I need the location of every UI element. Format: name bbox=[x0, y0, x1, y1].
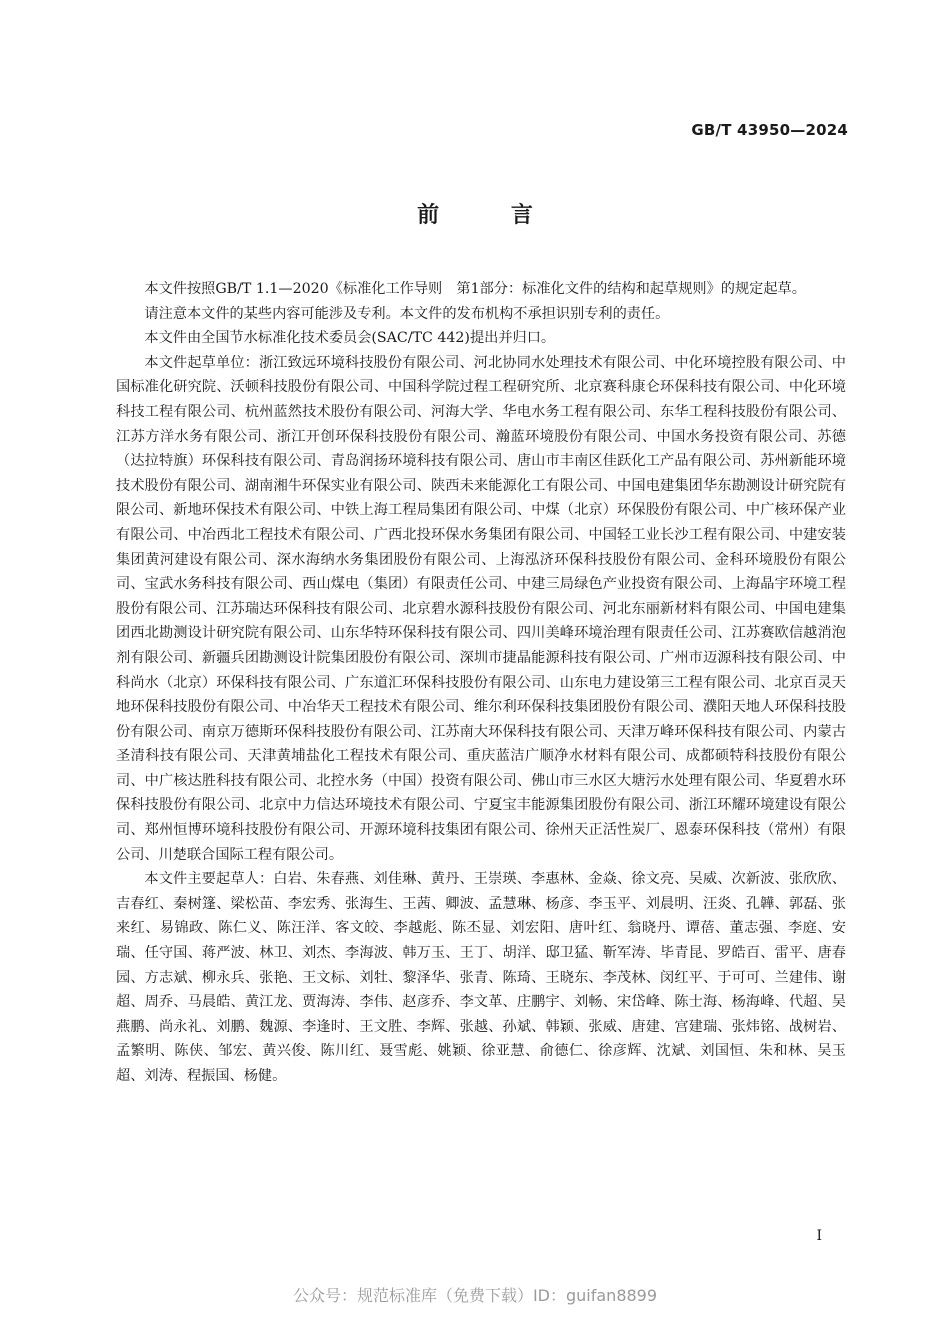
footer-watermark: 公众号：规范标准库（免费下载）ID：guifan8899 bbox=[292, 1286, 658, 1305]
section-title: 前 言 bbox=[417, 203, 565, 228]
standard-code: GB/T 43950—2024 bbox=[691, 121, 848, 139]
paragraph-drafting-units: 本文件起草单位：浙江致远环境科技股份有限公司、河北协同水处理技术有限公司、中化环境控股有限公司、中国标准化研究院、沃顿科技股份有限公司、中国科学院过程工程研究所、北京赛科康仑环保科技有限公司、中化环境科技工程有限公司、杭州蓝然技术股份有限公司、河海大学、华电水务工程有限公司、东华工程科技股份有限公司、江苏方洋水务有限公司、浙江开创环保科技股份有限公司、瀚蓝环境股份有限公司、中国水务投资有限公司、苏德（达拉特旗）环保科技有限公司、青岛润扬环境科技有限公司、唐山市丰南区佳跃化工产品有限公司、苏州新能环境技术股份有限公司、湖南湘牛环保实业有限公司、陕西未来能源化工有限公司、中国电建集团华东勘测设计研究院有限公司、新地环保技术有限公司、中铁上海工程局集团有限公司、中煤（北京）环保股份有限公司、中广核环保产业有限公司、中冶西北工程技术有限公司、广西北投环保水务集团有限公司、中国轻工业长沙工程有限公司、中建安装集团黄河建设有限公司、深水海纳水务集团股份有限公司、上海泓济环保科技股份有限公司、金科环境股份有限公司、宝武水务科技有限公司、西山煤电（集团）有限责任公司、中建三局绿色产业投资有限公司、上海晶宇环境工程股份有限公司、江苏瑞达环保科技有限公司、北京碧水源科技股份有限公司、河北东丽新材料有限公司、中国电建集团西北勘测设计研究院有限公司、山东华特环保科技有限公司、四川美峰环境治理有限责任公司、江苏赛欧信越消泡剂有限公司、新疆兵团勘测设计院集团股份有限公司、深圳市捷晶能源科技有限公司、广州市迈源科技有限公司、中科尚水（北京）环保科技有限公司、广东道汇环保科技股份有限公司、山东电力建设第三工程有限公司、北京百灵天地环保科技股份有限公司、中冶华天工程技术有限公司、维尔利环保科技集团股份有限公司、濮阳天地人环保科技股份有限公司、南京万德斯环保科技股份有限公司、江苏南大环保科技有限公司、天津万峰环保科技有限公司、内蒙古圣清科技有限公司、天津黄埔盐化工程技术有限公司、重庆蓝洁广顺净水材料有限公司、成都硕特科技股份有限公司、中广核达胜科技有限公司、北控水务（中国）投资有限公司、佛山市三水区大塘污水处理有限公司、华夏碧水环保科技股份有限公司、北京中力信达环境技术有限公司、宁夏宝丰能源集团股份有限公司、浙江环耀环境建设有限公司、郑州恒博环境科技股份有限公司、开源环境科技集团有限公司、徐州天正活性炭厂、恩泰环保科技（常州）有限公司、川楚联合国际工程有限公司。 bbox=[116, 354, 846, 863]
paragraph-drafters: 本文件主要起草人：白岩、朱春燕、刘佳琳、黄丹、王崇瑛、李惠林、金焱、徐文亮、吴威、次新波、张欣欣、吉春红、秦树篷、梁松苗、李宏秀、张海生、王茜、卿波、孟慧琳、杨彦、李玉平、刘晨明、汪炎、孔韡、郭磊、张来红、易锦政、陈仁义、陈汪洋、客文皎、李越彪、陈丕显、刘宏阳、唐叶红、翁晓丹、谭蓓、董志强、李庭、安瑞、任守国、蒋严波、林卫、刘杰、李海波、韩万玉、王丁、胡洋、邸卫猛、靳军涛、毕青昆、罗皓百、雷平、唐春园、方志斌、柳永兵、张艳、王文标、刘牡、黎泽华、张青、陈琦、王晓东、李茂林、闵红平、于可可、兰建伟、谢超、周乔、马晨皓、黄江龙、贾海涛、李伟、赵彦乔、李文革、庄鹏宇、刘畅、宋岱峰、陈士海、杨海峰、代超、吴燕鹏、尚永礼、刘鹏、魏源、李逢时、王文胜、李辉、张越、孙斌、韩颖、张威、唐建、宫建瑞、张炜铭、战树岩、孟繁明、陈侠、邹宏、黄兴俊、陈川红、聂雪彪、姚颖、徐亚慧、俞德仁、徐彦辉、沈斌、刘国恒、朱和林、吴玉超、刘涛、程振国、杨健。 bbox=[116, 871, 846, 1084]
foreword-body bbox=[116, 277, 846, 1089]
page-number: I bbox=[816, 1228, 822, 1244]
paragraph-patent-notice: 请注意本文件的某些内容可能涉及专利。本文件的发布机构不承担识别专利的责任。 bbox=[144, 305, 670, 322]
paragraph-committee: 本文件由全国节水标准化技术委员会(SAC/TC 442)提出并归口。 bbox=[144, 330, 556, 347]
paragraph-drafting-rule: 本文件按照GB/T 1.1—2020《标准化工作导则 第1部分：标准化文件的结构和起草规则》的规定起草。 bbox=[144, 281, 806, 297]
